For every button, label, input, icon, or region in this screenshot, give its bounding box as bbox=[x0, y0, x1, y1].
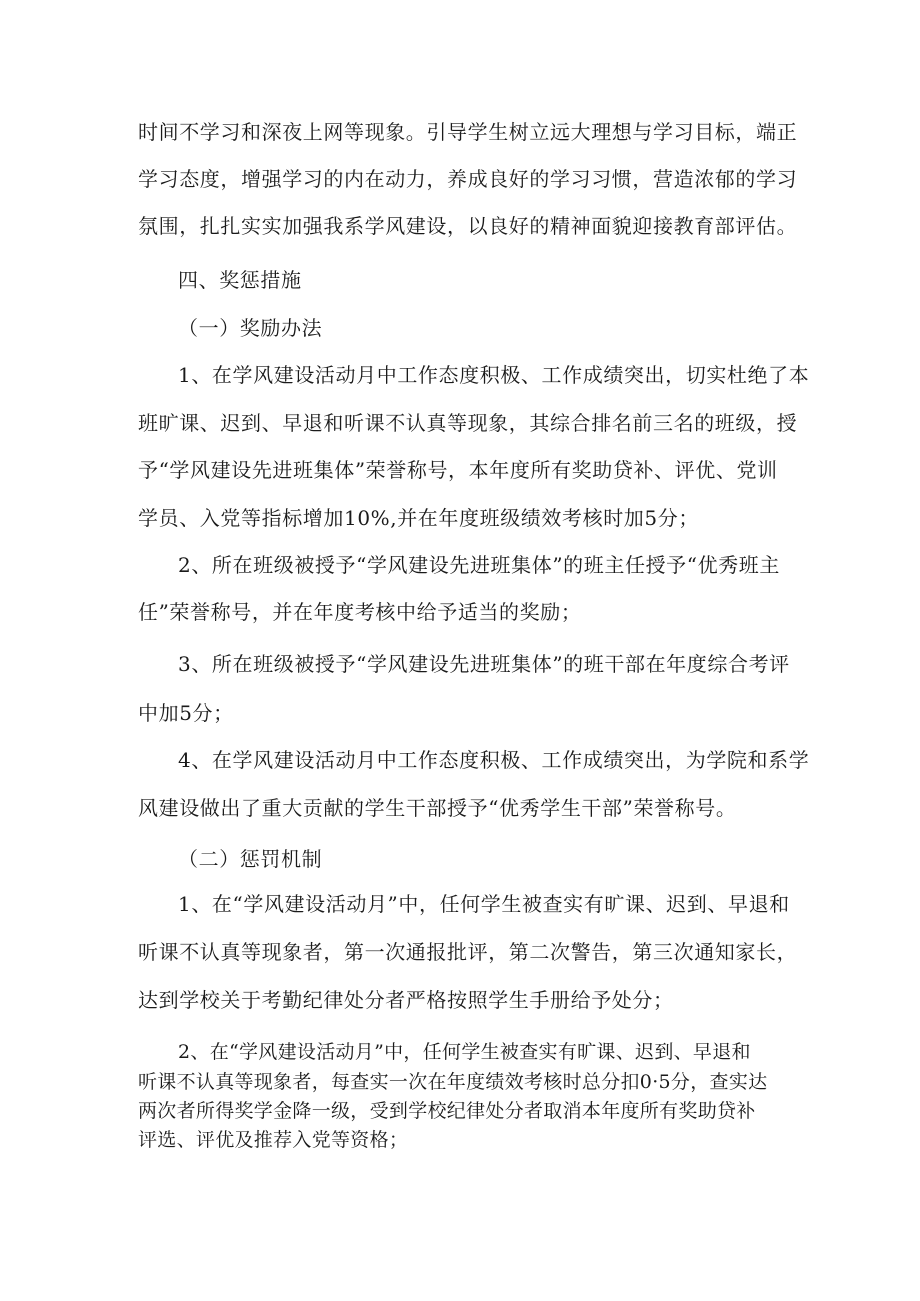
paragraph-line: 达到学校关于考勤纪律处分者严格按照学生手册给予处分； bbox=[138, 988, 674, 1012]
paragraph-line: 4、在学风建设活动月中工作态度积极、工作成绩突出，为学院和系学 bbox=[178, 748, 810, 772]
paragraph-line: 时间不学习和深夜上网等现象。引导学生树立远大理想与学习目标，端正 bbox=[138, 120, 798, 144]
paragraph-line: 任”荣誉称号，并在年度考核中给予适当的奖励； bbox=[138, 600, 582, 624]
paragraph-line: 3、所在班级被授予“学风建设先进班集体”的班干部在年度综合考评 bbox=[178, 652, 790, 676]
paragraph-line: 风建设做出了重大贡献的学生干部授予“优秀学生干部”荣誉称号。 bbox=[138, 796, 737, 820]
subsection-heading: （一）奖励办法 bbox=[178, 316, 323, 340]
paragraph-line: 1、在“学风建设活动月”中，任何学生被查实有旷课、迟到、早退和 bbox=[178, 892, 790, 916]
paragraph-line: 两次者所得奖学金降一级，受到学校纪律处分者取消本年度所有奖助贷补 bbox=[138, 1100, 756, 1122]
paragraph-line: 1、在学风建设活动月中工作态度积极、工作成绩突出，切实杜绝了本 bbox=[178, 363, 810, 387]
subsection-heading: （二）惩罚机制 bbox=[178, 847, 323, 871]
paragraph-line: 予“学风建设先进班集体”荣誉称号，本年度所有奖助贷补、评优、党训 bbox=[138, 458, 778, 482]
paragraph-line: 听课不认真等现象者，第一次通报批评，第二次警告，第三次通知家长， bbox=[138, 940, 798, 964]
section-heading: 四、奖惩措施 bbox=[178, 268, 302, 292]
paragraph-line: 班旷课、迟到、早退和听课不认真等现象，其综合排名前三名的班级，授 bbox=[138, 411, 798, 435]
paragraph-line: 学习态度，增强学习的内在动力，养成良好的学习习惯，营造浓郁的学习 bbox=[138, 167, 798, 191]
paragraph-line: 中加5分； bbox=[138, 701, 234, 725]
paragraph-line: 学员、入党等指标增加10%,并在年度班级绩效考核时加5分； bbox=[138, 506, 699, 530]
paragraph-line: 2、所在班级被授予“学风建设先进班集体”的班主任授予“优秀班主 bbox=[178, 553, 780, 577]
paragraph-line: 氛围，扎扎实实加强我系学风建设，以良好的精神面貌迎接教育部评估。 bbox=[138, 214, 798, 238]
paragraph-line: 听课不认真等现象者，每查实一次在年度绩效考核时总分扣0·5分，查实达 bbox=[138, 1071, 768, 1093]
paragraph-line: 评选、评优及推荐入党等资格； bbox=[138, 1129, 409, 1151]
paragraph-line: 2、在“学风建设活动月”中，任何学生被查实有旷课、迟到、早退和 bbox=[178, 1041, 751, 1063]
